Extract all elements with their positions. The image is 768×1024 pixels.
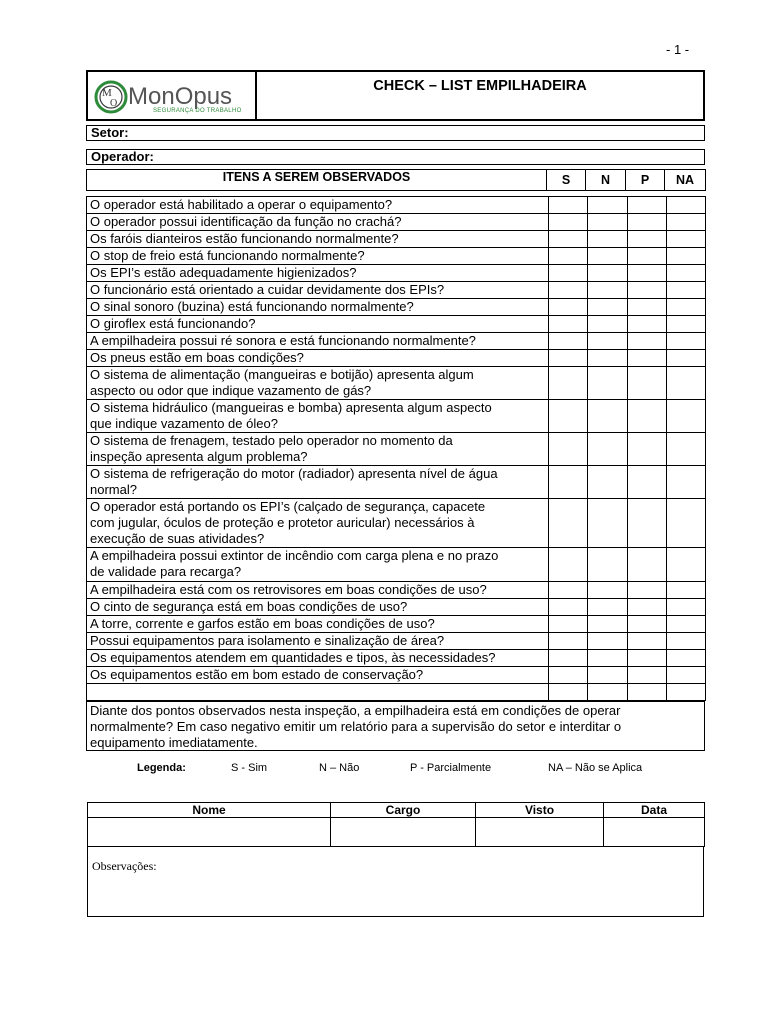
- checklist-row: [87, 582, 706, 599]
- col-header-s: S: [547, 170, 586, 191]
- check-cell-p[interactable]: [628, 650, 667, 667]
- checklist-item-line: O operador possui identificação da função no crachá?: [90, 214, 402, 229]
- check-cell-na[interactable]: [667, 667, 706, 684]
- checklist-table: [86, 196, 706, 701]
- check-cell-s[interactable]: [549, 582, 588, 599]
- check-cell-na[interactable]: [667, 214, 706, 231]
- check-cell-n[interactable]: [588, 599, 628, 616]
- check-cell-n[interactable]: [588, 650, 628, 667]
- observacoes-box[interactable]: [87, 846, 704, 917]
- check-cell-na[interactable]: [667, 582, 706, 599]
- logo-cell: [88, 72, 257, 119]
- checklist-row: [87, 197, 706, 214]
- checklist-row: [87, 466, 706, 499]
- col-header-n: N: [586, 170, 626, 191]
- checklist-item-text: [87, 214, 549, 231]
- check-cell-s[interactable]: [549, 316, 588, 333]
- checklist-row: [87, 333, 706, 350]
- check-cell-s[interactable]: [549, 299, 588, 316]
- check-cell-s[interactable]: [549, 548, 588, 582]
- conclusion-line: equipamento imediatamente.: [90, 735, 258, 750]
- checklist-row: [87, 548, 706, 582]
- check-cell-na[interactable]: [667, 599, 706, 616]
- check-cell-s[interactable]: [549, 650, 588, 667]
- check-cell-s[interactable]: [549, 499, 588, 548]
- check-cell-n[interactable]: [588, 299, 628, 316]
- check-cell-s[interactable]: [549, 466, 588, 499]
- legend-label: Legenda:: [137, 762, 186, 774]
- check-cell-s[interactable]: [549, 400, 588, 433]
- checklist-row: [87, 265, 706, 282]
- checklist-item-line: O cinto de segurança está em boas condições de uso?: [90, 599, 408, 614]
- nome-cell[interactable]: [88, 818, 331, 847]
- checklist-row: [87, 282, 706, 299]
- checklist-item-line: que indique vazamento de óleo?: [90, 416, 278, 431]
- check-cell-na[interactable]: [667, 265, 706, 282]
- check-cell-n[interactable]: [588, 282, 628, 299]
- checklist-item-text: [87, 282, 549, 299]
- check-cell-na[interactable]: [667, 299, 706, 316]
- checklist-item-text: [87, 599, 549, 616]
- check-cell-p[interactable]: [628, 248, 667, 265]
- checklist-row: [87, 633, 706, 650]
- checklist-item-text: [87, 548, 549, 582]
- legend-sim: S - Sim: [231, 762, 268, 774]
- checklist-item-text: [87, 248, 549, 265]
- check-cell-s[interactable]: [549, 231, 588, 248]
- checklist-row: [87, 350, 706, 367]
- logo-monogram-m: M: [102, 87, 112, 99]
- check-cell-p[interactable]: [628, 616, 667, 633]
- header-nome: Nome: [88, 803, 331, 818]
- checklist-item-line: Os pneus estão em boas condições?: [90, 350, 304, 365]
- checklist-item-line: aspecto ou odor que indique vazamento de gás?: [90, 383, 372, 398]
- checklist-item-line: O stop de freio está funcionando normalmente?: [90, 248, 365, 263]
- checklist-item-line: normal?: [90, 482, 137, 497]
- check-cell-na[interactable]: [667, 548, 706, 582]
- check-cell-s[interactable]: [549, 333, 588, 350]
- check-cell-s[interactable]: [549, 684, 588, 701]
- checklist-item-line: com jugular, óculos de proteção e protetor auricular) necessários à: [90, 515, 475, 530]
- checklist-item-text: [87, 231, 549, 248]
- visto-cell[interactable]: [476, 818, 604, 847]
- check-cell-p[interactable]: [628, 466, 667, 499]
- check-cell-na[interactable]: [667, 367, 706, 400]
- check-cell-p[interactable]: [628, 350, 667, 367]
- check-cell-p[interactable]: [628, 197, 667, 214]
- checklist-row: [87, 684, 706, 701]
- checklist-item-line: O sinal sonoro (buzina) está funcionando normalmente?: [90, 299, 414, 314]
- check-cell-n[interactable]: [588, 582, 628, 599]
- check-cell-n[interactable]: [588, 684, 628, 701]
- check-cell-s[interactable]: [549, 433, 588, 466]
- document-header: [86, 70, 705, 121]
- checklist-item-text: [87, 316, 549, 333]
- check-cell-na[interactable]: [667, 400, 706, 433]
- check-cell-p[interactable]: [628, 667, 667, 684]
- check-cell-n[interactable]: [588, 316, 628, 333]
- checklist-item-line: O sistema de refrigeração do motor (radiador) apresenta nível de água: [90, 466, 498, 481]
- check-cell-n[interactable]: [588, 667, 628, 684]
- header-data: Data: [604, 803, 705, 818]
- check-cell-na[interactable]: [667, 616, 706, 633]
- check-cell-na[interactable]: [667, 650, 706, 667]
- checklist-item-text: [87, 499, 549, 548]
- check-cell-p[interactable]: [628, 433, 667, 466]
- check-cell-p[interactable]: [628, 282, 667, 299]
- checklist-row: [87, 214, 706, 231]
- checklist-item-text: [87, 350, 549, 367]
- checklist-item-text: [87, 466, 549, 499]
- items-header-label: ITENS A SEREM OBSERVADOS: [87, 170, 547, 191]
- items-header-row: [86, 169, 706, 191]
- check-cell-na[interactable]: [667, 197, 706, 214]
- checklist-row: [87, 667, 706, 684]
- check-cell-p[interactable]: [628, 231, 667, 248]
- check-cell-na[interactable]: [667, 282, 706, 299]
- check-cell-p[interactable]: [628, 599, 667, 616]
- conclusion-question: [86, 701, 705, 751]
- check-cell-s[interactable]: [549, 616, 588, 633]
- check-cell-n[interactable]: [588, 333, 628, 350]
- checklist-row: [87, 248, 706, 265]
- checklist-item-text: [87, 333, 549, 350]
- checklist-item-text: [87, 265, 549, 282]
- checklist-item-text: [87, 667, 549, 684]
- check-cell-s[interactable]: [549, 667, 588, 684]
- conclusion-line: Diante dos pontos observados nesta inspeção, a empilhadeira está em condições de operar: [90, 703, 621, 718]
- check-cell-na[interactable]: [667, 316, 706, 333]
- checklist-item-line: Os EPI’s estão adequadamente higienizados?: [90, 265, 357, 280]
- check-cell-s[interactable]: [549, 350, 588, 367]
- checklist-item-line: execução de suas atividades?: [90, 531, 265, 546]
- check-cell-p[interactable]: [628, 684, 667, 701]
- check-cell-na[interactable]: [667, 433, 706, 466]
- signature-table: [87, 802, 705, 847]
- check-cell-na[interactable]: [667, 350, 706, 367]
- check-cell-p[interactable]: [628, 582, 667, 599]
- check-cell-na[interactable]: [667, 466, 706, 499]
- header-visto: Visto: [476, 803, 604, 818]
- check-cell-p[interactable]: [628, 214, 667, 231]
- monopus-logo: [91, 75, 255, 119]
- check-cell-n[interactable]: [588, 231, 628, 248]
- checklist-item-line: O operador está habilitado a operar o equipamento?: [90, 197, 393, 212]
- checklist-item-text: [87, 197, 549, 214]
- check-cell-s[interactable]: [549, 599, 588, 616]
- checklist-item-line: A empilhadeira está com os retrovisores em boas condições de uso?: [90, 582, 487, 597]
- checklist-item-line: inspeção apresenta algum problema?: [90, 449, 308, 464]
- checklist-item-text: [87, 684, 549, 701]
- legend-nao: N – Não: [319, 762, 360, 774]
- check-cell-n[interactable]: [588, 548, 628, 582]
- check-cell-n[interactable]: [588, 633, 628, 650]
- document-title: CHECK – LIST EMPILHADEIRA: [373, 78, 587, 94]
- conclusion-line: normalmente? Em caso negativo emitir um relatório para a supervisão do setor e interditar o: [90, 719, 622, 734]
- check-cell-n[interactable]: [588, 433, 628, 466]
- checklist-item-line: Possui equipamentos para isolamento e sinalização de área?: [90, 633, 445, 648]
- checklist-row: [87, 316, 706, 333]
- checklist-item-line: de validade para recarga?: [90, 564, 242, 579]
- check-cell-na[interactable]: [667, 333, 706, 350]
- header-cargo: Cargo: [331, 803, 476, 818]
- check-cell-n[interactable]: [588, 367, 628, 400]
- checklist-row: [87, 400, 706, 433]
- checklist-item-text: [87, 616, 549, 633]
- observacoes-label: Observações:: [92, 859, 157, 873]
- check-cell-s[interactable]: [549, 197, 588, 214]
- check-cell-p[interactable]: [628, 633, 667, 650]
- checklist-item-text: [87, 367, 549, 400]
- legend-nao-se-aplica: NA – Não se Aplica: [548, 762, 643, 774]
- check-cell-s[interactable]: [549, 248, 588, 265]
- check-cell-s[interactable]: [549, 633, 588, 650]
- data-cell[interactable]: [604, 818, 705, 847]
- logo-monogram-o: O: [110, 98, 118, 109]
- checklist-item-line: Os faróis dianteiros estão funcionando normalmente?: [90, 231, 399, 246]
- check-cell-s[interactable]: [549, 282, 588, 299]
- checklist-row: [87, 599, 706, 616]
- check-cell-na[interactable]: [667, 633, 706, 650]
- check-cell-n[interactable]: [588, 197, 628, 214]
- checklist-item-line: A empilhadeira possui extintor de incêndio com carga plena e no prazo: [90, 548, 499, 563]
- checklist-item-line: O sistema de frenagem, testado pelo operador no momento da: [90, 433, 453, 448]
- page-number: - 1 -: [666, 42, 690, 57]
- check-cell-p[interactable]: [628, 333, 667, 350]
- checklist-row: [87, 616, 706, 633]
- check-cell-n[interactable]: [588, 248, 628, 265]
- checklist-item-text: [87, 299, 549, 316]
- checklist-row: [87, 650, 706, 667]
- check-cell-s[interactable]: [549, 265, 588, 282]
- checklist-item-line: A torre, corrente e garfos estão em boas condições de uso?: [90, 616, 435, 631]
- check-cell-n[interactable]: [588, 400, 628, 433]
- col-header-p: P: [626, 170, 665, 191]
- checklist-item-line: Os equipamentos estão em bom estado de conservação?: [90, 667, 424, 682]
- check-cell-na[interactable]: [667, 499, 706, 548]
- operador-field[interactable]: Operador:: [86, 149, 705, 165]
- checklist-item-line: O operador está portando os EPI’s (calçado de segurança, capacete: [90, 499, 486, 514]
- checklist-row: [87, 299, 706, 316]
- check-cell-na[interactable]: [667, 231, 706, 248]
- col-header-na: NA: [665, 170, 706, 191]
- check-cell-s[interactable]: [549, 214, 588, 231]
- check-cell-n[interactable]: [588, 499, 628, 548]
- checklist-row: [87, 499, 706, 548]
- check-cell-p[interactable]: [628, 265, 667, 282]
- cargo-cell[interactable]: [331, 818, 476, 847]
- check-cell-s[interactable]: [549, 367, 588, 400]
- check-cell-na[interactable]: [667, 248, 706, 265]
- logo-brand-text: MonOpus: [128, 83, 233, 110]
- check-cell-p[interactable]: [628, 299, 667, 316]
- check-cell-n[interactable]: [588, 265, 628, 282]
- check-cell-p[interactable]: [628, 400, 667, 433]
- checklist-item-line: O funcionário está orientado a cuidar devidamente dos EPIs?: [90, 282, 445, 297]
- check-cell-p[interactable]: [628, 499, 667, 548]
- checklist-item-text: [87, 582, 549, 599]
- checklist-row: [87, 231, 706, 248]
- check-cell-p[interactable]: [628, 367, 667, 400]
- check-cell-na[interactable]: [667, 684, 706, 701]
- check-cell-n[interactable]: [588, 466, 628, 499]
- checklist-row: [87, 433, 706, 466]
- checklist-item-text: [87, 433, 549, 466]
- check-cell-p[interactable]: [628, 316, 667, 333]
- check-cell-n[interactable]: [588, 214, 628, 231]
- setor-field[interactable]: Setor:: [86, 125, 705, 141]
- checklist-item-text: [87, 633, 549, 650]
- checklist-item-line: O sistema hidráulico (mangueiras e bomba) apresenta algum aspecto: [90, 400, 492, 415]
- check-cell-n[interactable]: [588, 616, 628, 633]
- check-cell-p[interactable]: [628, 548, 667, 582]
- checklist-item-line: O giroflex está funcionando?: [90, 316, 256, 331]
- checklist-item-line: O sistema de alimentação (mangueiras e botijão) apresenta algum: [90, 367, 474, 382]
- checklist-item-text: [87, 650, 549, 667]
- checklist-item-line: A empilhadeira possui ré sonora e está funcionando normalmente?: [90, 333, 476, 348]
- legend-parcialmente: P - Parcialmente: [410, 762, 492, 774]
- checklist-item-line: Os equipamentos atendem em quantidades e tipos, às necessidades?: [90, 650, 496, 665]
- check-cell-n[interactable]: [588, 350, 628, 367]
- checklist-item-text: [87, 400, 549, 433]
- checklist-row: [87, 367, 706, 400]
- logo-tagline: SEGURANÇA DO TRABALHO: [153, 108, 242, 114]
